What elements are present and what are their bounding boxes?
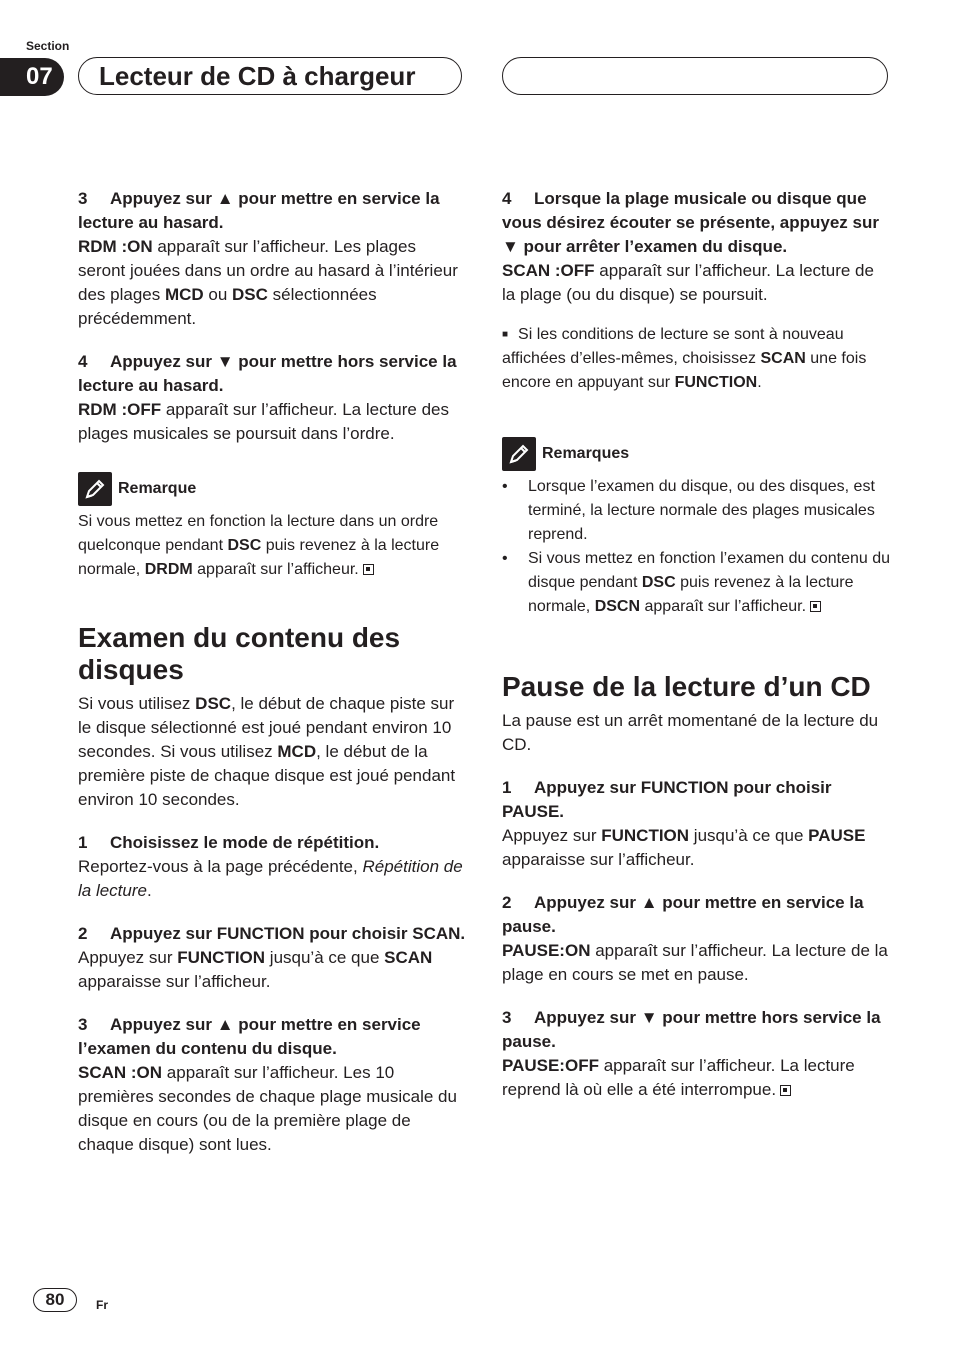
step-description: Reportez-vous à la page précédente, Répétition de la lecture. [78, 857, 463, 900]
page-number: 80 [33, 1288, 77, 1312]
step-heading: 4 Lorsque la plage musicale ou disque que vous désirez écouter se présente, appuyez sur ▼ pour arrêter l’examen du disque. [502, 189, 879, 256]
step-heading: 3 Appuyez sur ▲ pour mettre en service la lecture au hasard. [78, 189, 440, 232]
notes-header [502, 437, 890, 471]
section-intro: La pause est un arrêt momentané de la lecture du CD. [502, 711, 879, 754]
section-heading-pause: Pause de la lecture d’un CD [502, 671, 871, 702]
section-number-badge: 07 [0, 58, 64, 96]
step-description: SCAN :ON apparaît sur l’afficheur. Les 10 premières secondes de chaque plage musicale du disque en cours (ou de la première plage de chaque disque) sont lues. [78, 1063, 457, 1154]
note-header [78, 472, 466, 506]
step-description: Appuyez sur FUNCTION jusqu’à ce que PAUSE apparaisse sur l’afficheur. [502, 826, 866, 869]
end-mark-icon [780, 1085, 791, 1096]
chapter-title: Lecteur de CD à chargeur [78, 57, 462, 95]
step-description: RDM :OFF apparaît sur l’afficheur. La lecture des plages musicales se poursuit dans l’ordre. [78, 400, 450, 443]
square-bullet-icon: ■ [502, 329, 509, 340]
step-heading: 2 Appuyez sur FUNCTION pour choisir SCAN. [78, 924, 466, 943]
step-description: RDM :ON apparaît sur l’afficheur. Les plages seront jouées dans un ordre au hasard à l’intérieur des plages MCD ou DSC sélectionnées précédemment. [78, 237, 458, 328]
section-heading-scan: Examen du contenu des disques [78, 622, 401, 685]
step-heading: 3 Appuyez sur ▼ pour mettre hors service la pause. [502, 1008, 881, 1051]
header-blank-tab [502, 57, 888, 95]
language-code: Fr [96, 1298, 108, 1312]
end-mark-icon [810, 601, 821, 612]
pencil-note-icon [78, 472, 112, 506]
step-heading: 4 Appuyez sur ▼ pour mettre hors service la lecture au hasard. [78, 352, 457, 395]
note-bullet-item: • Lorsque l’examen du disque, ou des disques, est terminé, la lecture normale des plages musicales reprend. [502, 478, 875, 543]
right-column [502, 187, 890, 1102]
step-heading: 2 Appuyez sur ▲ pour mettre en service la pause. [502, 893, 864, 936]
square-bullet-item: ■ Si les conditions de lecture se sont à nouveau affichées d’elles-mêmes, choisissez SCAN une fois encore en appuyant sur FUNCTION. [502, 326, 867, 391]
step-description: PAUSE:ON apparaît sur l’afficheur. La lecture de la plage en cours se met en pause. [502, 941, 888, 984]
note-bullet-item: • Si vous mettez en fonction l’examen du contenu du disque pendant DSC puis revenez à la lecture normale, DSCN apparaît sur l’afficheur. [502, 550, 890, 615]
section-label: Section [26, 39, 70, 53]
step-heading: 1 Appuyez sur FUNCTION pour choisir PAUSE. [502, 778, 832, 821]
note-text: Si vous mettez en fonction la lecture dans un ordre quelconque pendant DSC puis revenez à la lecture normale, DRDM apparaît sur l’afficheur. [78, 513, 440, 578]
step-description: Appuyez sur FUNCTION jusqu’à ce que SCAN apparaisse sur l’afficheur. [78, 948, 433, 991]
end-mark-icon [363, 564, 374, 575]
notes-title: Remarques [542, 445, 630, 462]
step-heading: 3 Appuyez sur ▲ pour mettre en service l’examen du contenu du disque. [78, 1015, 421, 1058]
section-intro: Si vous utilisez DSC, le début de chaque piste sur le disque sélectionné est joué pendant environ 10 secondes. Si vous utilisez MCD, le début de la première piste de chaque disque est joué pendant environ 10 secondes. [78, 694, 456, 809]
note-title: Remarque [118, 480, 197, 497]
step-heading: 1 Choisissez le mode de répétition. [78, 833, 380, 852]
pencil-note-icon [502, 437, 536, 471]
step-description: SCAN :OFF apparaît sur l’afficheur. La lecture de la plage (ou du disque) se poursuit. [502, 261, 874, 304]
step-description: PAUSE:OFF apparaît sur l’afficheur. La lecture reprend là où elle a été interrompue. [502, 1056, 855, 1099]
left-column [78, 187, 466, 1157]
